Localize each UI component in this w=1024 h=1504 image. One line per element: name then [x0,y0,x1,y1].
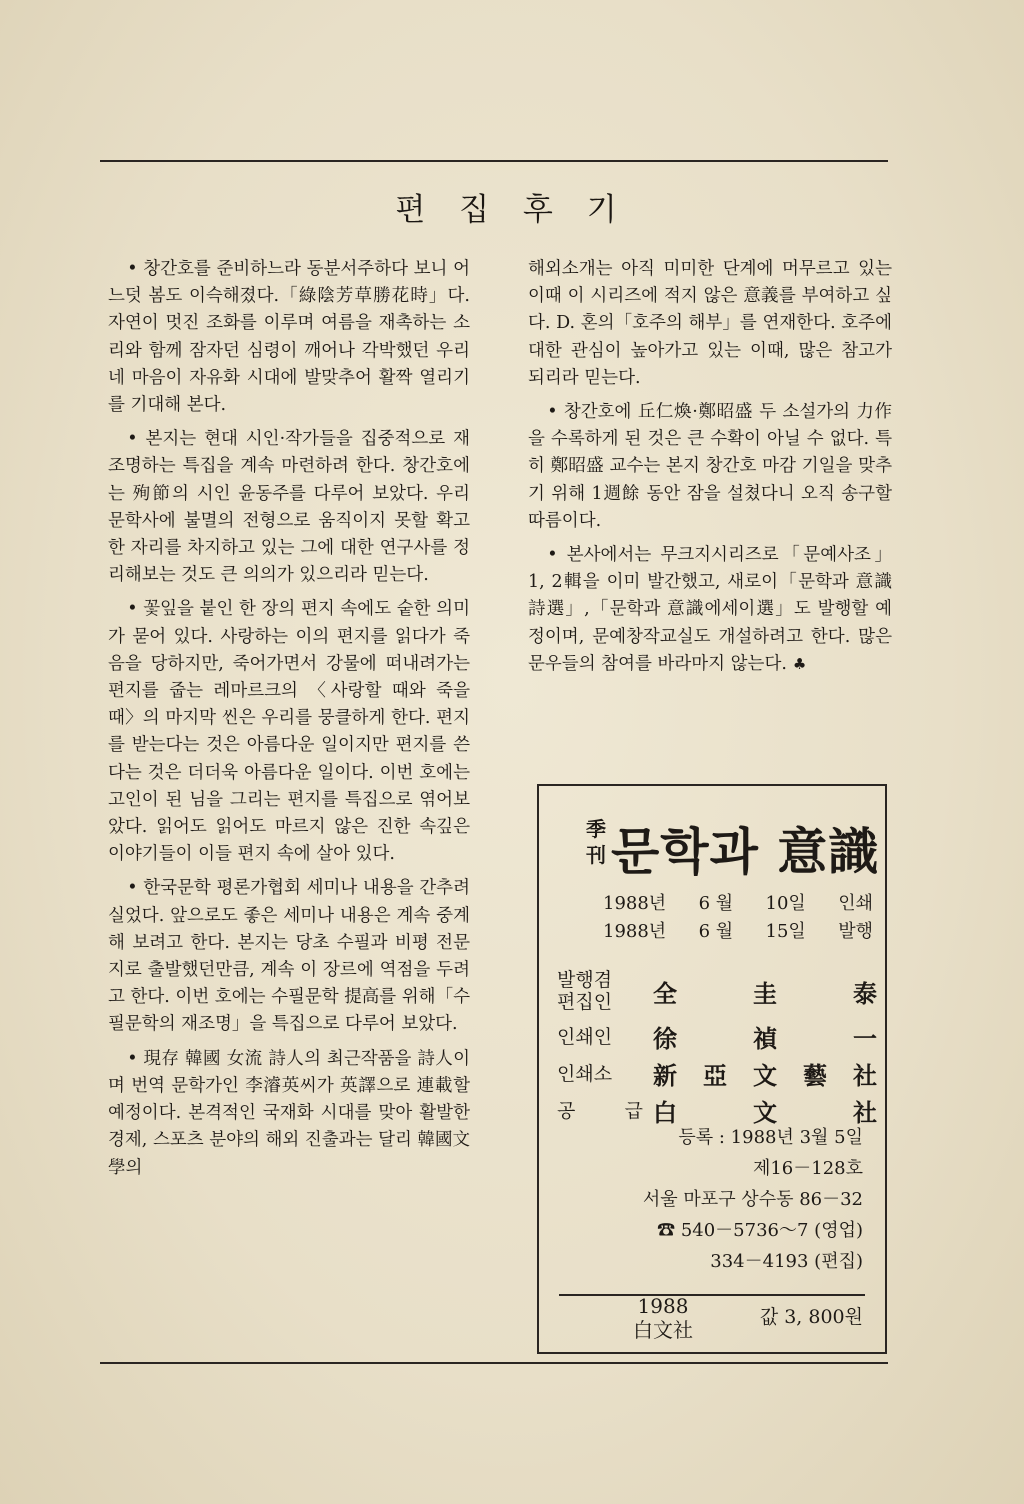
magazine-logo [585,810,880,881]
paragraph: • 꽃잎을 붙인 한 장의 편지 속에도 숱한 의미가 묻어 있다. 사랑하는 이의 편지를 읽다가 죽음을 당하지만, 죽어가면서 강물에 떠내려가는 편지를 줍는 레마르크의 〈사랑할 때와 죽을 때〉의 마지막 씬은 우리를 뭉클하게 한다. 편지를 받는다는 것은 아름다운 일이지만 편지를 쓴다는 것은 더더욱 아름다운 일이다. 이번 호에는 고인이 된 님을 그리는 편지를 특집으로 엮어보았다. 읽어도 읽어도 마르지 않은 진한 속깊은 이야기들이 이들 편지 속에 살아 있다. [108,599,470,865]
staff-row-publisher [557,964,877,1018]
staff-role: 공 급 [557,1099,643,1122]
staff-list [557,964,877,1129]
registration-date: 등록 : 1988년 3월 5일 [678,1127,863,1148]
staff-role: 발행겸 편집인 [557,969,613,1013]
staff-name: 徐 禎 一 [653,1025,877,1053]
logo-title: 문학과 意識 [611,823,880,881]
staff-row-printing-house [557,1055,877,1092]
address: 서울 마포구 상수동 86－32 [642,1189,863,1210]
print-date-row: 1988년 6 월 10일 인쇄 [603,893,873,914]
publisher-block [633,1294,693,1342]
paragraph: • 한국문학 평론가협회 세미나 내용을 간추려 실었다. 앞으로도 좋은 세미나 내용은 계속 중계해 보려고 한다. 본지는 당초 수필과 비평 전문지로 출발했던만큼, 계속 이 장르에 역점을 두려고 한다. 이번 호에는 수필문학 提高를 위해「수필문학의 재조명」을 특집으로 다루어 보았다. [108,878,470,1035]
publisher-name: 白文社 [633,1318,693,1342]
staff-name: 全 圭 泰 [653,979,877,1008]
end-mark-icon: ♣ [792,654,807,673]
right-column [528,256,892,685]
staff-row-printer [557,1018,877,1055]
registration-info [563,1122,863,1277]
publication-dates [603,890,873,946]
paragraph: • 본지는 현대 시인·작가들을 집중적으로 재조명하는 특집을 계속 마련하려 한다. 창간호에는 殉節의 시인 윤동주를 다루어 보았다. 우리 문학사에 불멸의 전형으로 움직이지 못할 확고한 자리를 차지하고 있는 그에 대한 연구사를 정리해보는 것도 큰 의의가 있으리라 믿는다. [108,429,470,586]
phone-editorial: 334－4193 (편집) [710,1251,863,1272]
staff-role: 인쇄소 [557,1062,613,1085]
page-title: 편 집 후 기 [395,192,629,228]
paragraph: • 창간호를 준비하느라 동분서주하다 보니 어느덧 봄도 이슥해졌다.「綠陰芳草勝花時」다. 자연이 멋진 조화를 이루며 여름을 재촉하는 소리와 함께 잠자던 심령이 깨어나 각박했던 우리네 마음이 자유화 시대에 발맞추어 활짝 열리기를 기대해 본다. [108,259,470,416]
staff-name: 白 文 社 [653,1099,877,1127]
staff-name: 新 亞 文 藝 社 [653,1062,877,1090]
top-rule [100,160,888,162]
phone-sales: ☎ 540－5736～7 (영업) [657,1220,863,1241]
logo-quarterly: 季 刊 [586,817,606,867]
staff-role: 인쇄인 [557,1025,613,1048]
paragraph: • 창간호에 丘仁煥·鄭昭盛 두 소설가의 力作을 수록하게 된 것은 큰 수확이 아닐 수 없다. 특히 鄭昭盛 교수는 본지 창간호 마감 기일을 맞추기 위해 1週餘 동안 잠을 설쳤다니 오직 송구할 따름이다. [528,402,892,531]
paragraph-text: • 본사에서는 무크지시리즈로「문예사조」 1, 2輯을 이미 발간했고, 새로이「문학과 意識詩選」,「문학과 意識에세이選」도 발행할 예정이며, 문예창작교실도 개설하려고 한다. 많은 문우들의 참여를 바라마지 않는다. [528,545,892,674]
colophon-box [537,784,887,1354]
bottom-rule [100,1362,888,1364]
issue-date-row: 1988년 6 월 15일 발행 [603,921,873,942]
colophon-divider [559,1294,865,1296]
registration-number: 제16－128호 [752,1158,863,1179]
price: 값 3, 800원 [759,1306,863,1328]
paragraph [528,542,892,678]
publication-year: 1988 [637,1294,689,1318]
paragraph: 해외소개는 아직 미미한 단계에 머무르고 있는 이때 이 시리즈에 적지 않은 意義를 부여하고 싶다. D. 혼의「호주의 해부」를 연재한다. 호주에 대한 관심이 높아가고 있는 이때, 많은 참고가 되리라 믿는다. [528,259,892,388]
paragraph: • 現存 韓國 女流 詩人의 최근작품을 詩人이며 번역 문학가인 李濬英씨가 英譯으로 連載할 예정이다. 본격적인 국재화 시대를 맞아 활발한 경제, 스포츠 분야의 해외 진출과는 달리 韓國文學의 [108,1048,470,1178]
left-column [108,256,470,1189]
